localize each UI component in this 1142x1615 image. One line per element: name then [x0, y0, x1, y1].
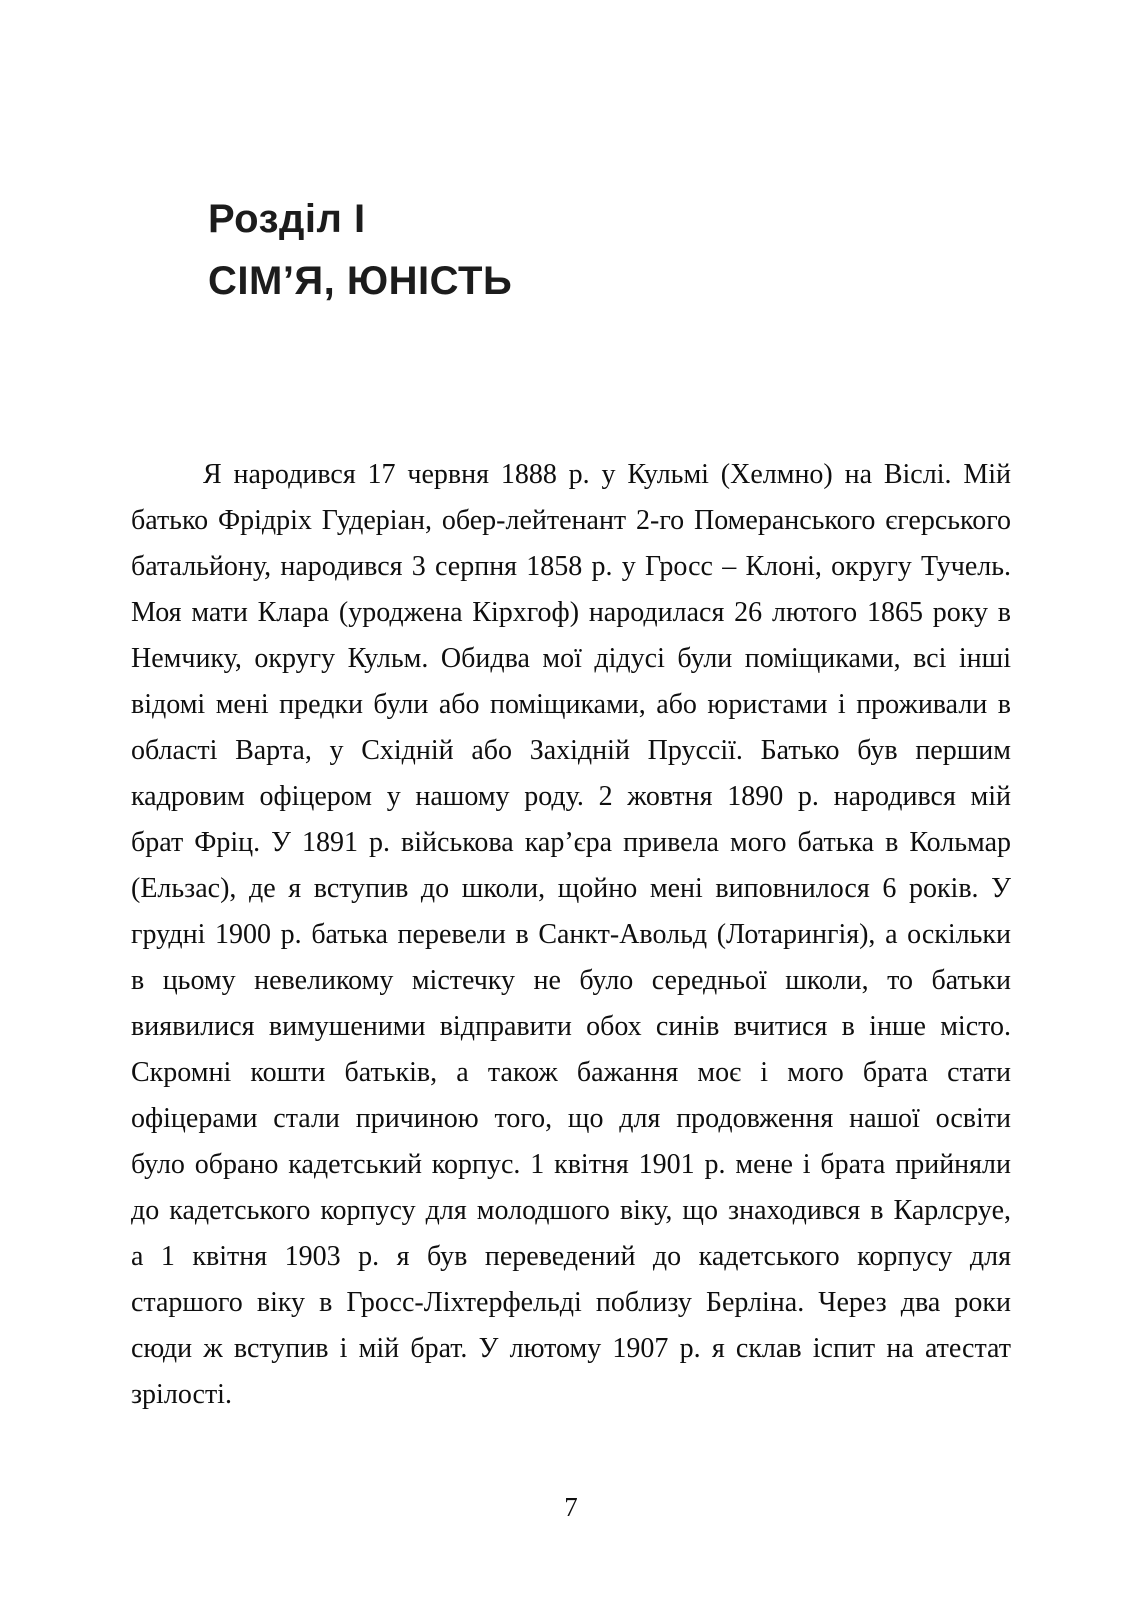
- body-paragraph: Я народився 17 червня 1888 р. у Кульмі (Хелмно) на Віслі. Мій батько Фрідріх Гудеріан, обер-лейтенант 2-го Померанського єгерського батальйону, народився 3 серпня 1858 р. у Гросс – Клоні, округу Тучель. Моя мати Клара (уроджена Кірхгоф) народилася 26 лютого 1865 року в Немчику, округу Кульм. Обидва мої дідусі були поміщиками, всі інші відомі мені предки були або поміщиками, або юристами і проживали в області Варта, у Східній або Західній Пруссії. Батько був першим кадровим офіцером у нашому роду. 2 жовтня 1890 р. народився мій брат Фріц. У 1891 р. військова кар’єра привела мого батька в Кольмар (Ельзас), де я вступив до школи, щойно мені виповнилося 6 років. У грудні 1900 р. батька перевели в Санкт-Авольд (Лотарингія), а оскільки в цьому невеликому містечку не було середньої школи, то батьки виявилися вимушеними відправити обох синів вчитися в інше місто. Скромні кошти батьків, а також бажання моє і мого брата стати офіцерами стали причиною того, що для продовження нашої освіти було обрано кадетський корпус. 1 квітня 1901 р. мене і брата прийняли до кадетського корпусу для молодшого віку, що знаходився в Карлсруе, а 1 квітня 1903 р. я був переведений до кадетського корпусу для старшого віку в Гросс-Ліхтерфельді поблизу Берліна. Через два роки сюди ж вступив і мій брат. У лютому 1907 р. я склав іспит на атестат зрілості.: [131, 459, 1011, 1410]
- chapter-heading: [208, 196, 1011, 304]
- chapter-label: Розділ І: [208, 197, 366, 241]
- page-number: 7: [564, 1492, 578, 1522]
- chapter-title: СІМ’Я, ЮНІСТЬ: [208, 259, 513, 303]
